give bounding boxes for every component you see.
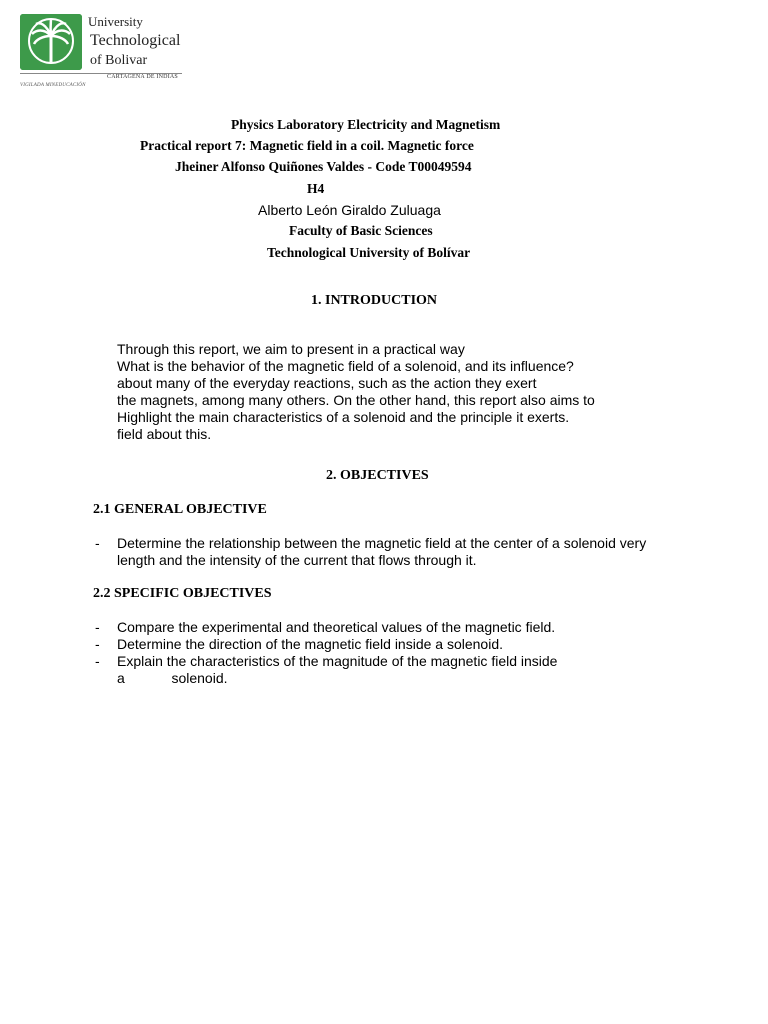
logo-text-of-bolivar: of Bolivar: [90, 53, 148, 68]
course-title: Physics Laboratory Electricity and Magnetism: [231, 117, 501, 132]
bullet-dash: -: [95, 636, 100, 652]
specific-objective-line: Determine the direction of the magnetic field inside a solenoid.: [117, 636, 503, 652]
bullet-dash: -: [95, 535, 100, 551]
bullet-dash: -: [95, 619, 100, 635]
general-objective-line: Determine the relationship between the magnetic field at the center of a solenoid very: [117, 535, 647, 551]
palm-tree-icon: [20, 14, 82, 70]
university-name: Technological University of Bolívar: [267, 245, 471, 260]
introduction-line: about many of the everyday reactions, such as the action they exert: [117, 375, 537, 391]
specific-objectives-heading: 2.2 SPECIFIC OBJECTIVES: [93, 586, 272, 601]
report-title: Practical report 7: Magnetic field in a coil. Magnetic force: [140, 138, 474, 153]
logo-text-university: University: [88, 14, 143, 29]
introduction-line: What is the behavior of the magnetic field of a solenoid, and its influence?: [117, 358, 574, 374]
objectives-heading: 2. OBJECTIVES: [326, 468, 429, 483]
introduction-heading: 1. INTRODUCTION: [311, 293, 438, 308]
specific-objective-item: [0, 619, 768, 636]
bullet-dash: -: [95, 653, 100, 669]
logo-tagline: CARTAGENA DE INDIAS: [107, 74, 178, 80]
general-objective-item: [0, 535, 768, 569]
specific-objective-line: Compare the experimental and theoretical values of the magnetic field.: [117, 619, 556, 635]
faculty-name: Faculty of Basic Sciences: [289, 223, 433, 238]
introduction-line: Highlight the main characteristics of a solenoid and the principle it exerts.: [117, 409, 570, 425]
general-objective-heading: 2.1 GENERAL OBJECTIVE: [93, 502, 267, 517]
student-name: Jheiner Alfonso Quiñones Valdes - Code T00049594: [175, 159, 472, 174]
logo-small-left: VIGILADA MINEDUCACIÓN: [20, 83, 86, 88]
introduction-line: Through this report, we aim to present in a practical way: [117, 341, 465, 357]
introduction-line: the magnets, among many others. On the other hand, this report also aims to: [117, 392, 595, 408]
group-code: H4: [307, 181, 325, 196]
introduction-line: field about this.: [117, 426, 212, 442]
university-logo: [18, 12, 188, 90]
general-objective-line: length and the intensity of the current that flows through it.: [117, 552, 477, 568]
specific-objective-item: [0, 653, 768, 687]
specific-objective-line: a solenoid.: [117, 670, 228, 686]
teacher-name: Alberto León Giraldo Zuluaga: [258, 202, 441, 218]
specific-objective-item: [0, 636, 768, 653]
logo-text-technological: Technological: [90, 32, 181, 49]
specific-objective-line: Explain the characteristics of the magnitude of the magnetic field inside: [117, 653, 558, 669]
introduction-paragraph: [117, 341, 595, 443]
